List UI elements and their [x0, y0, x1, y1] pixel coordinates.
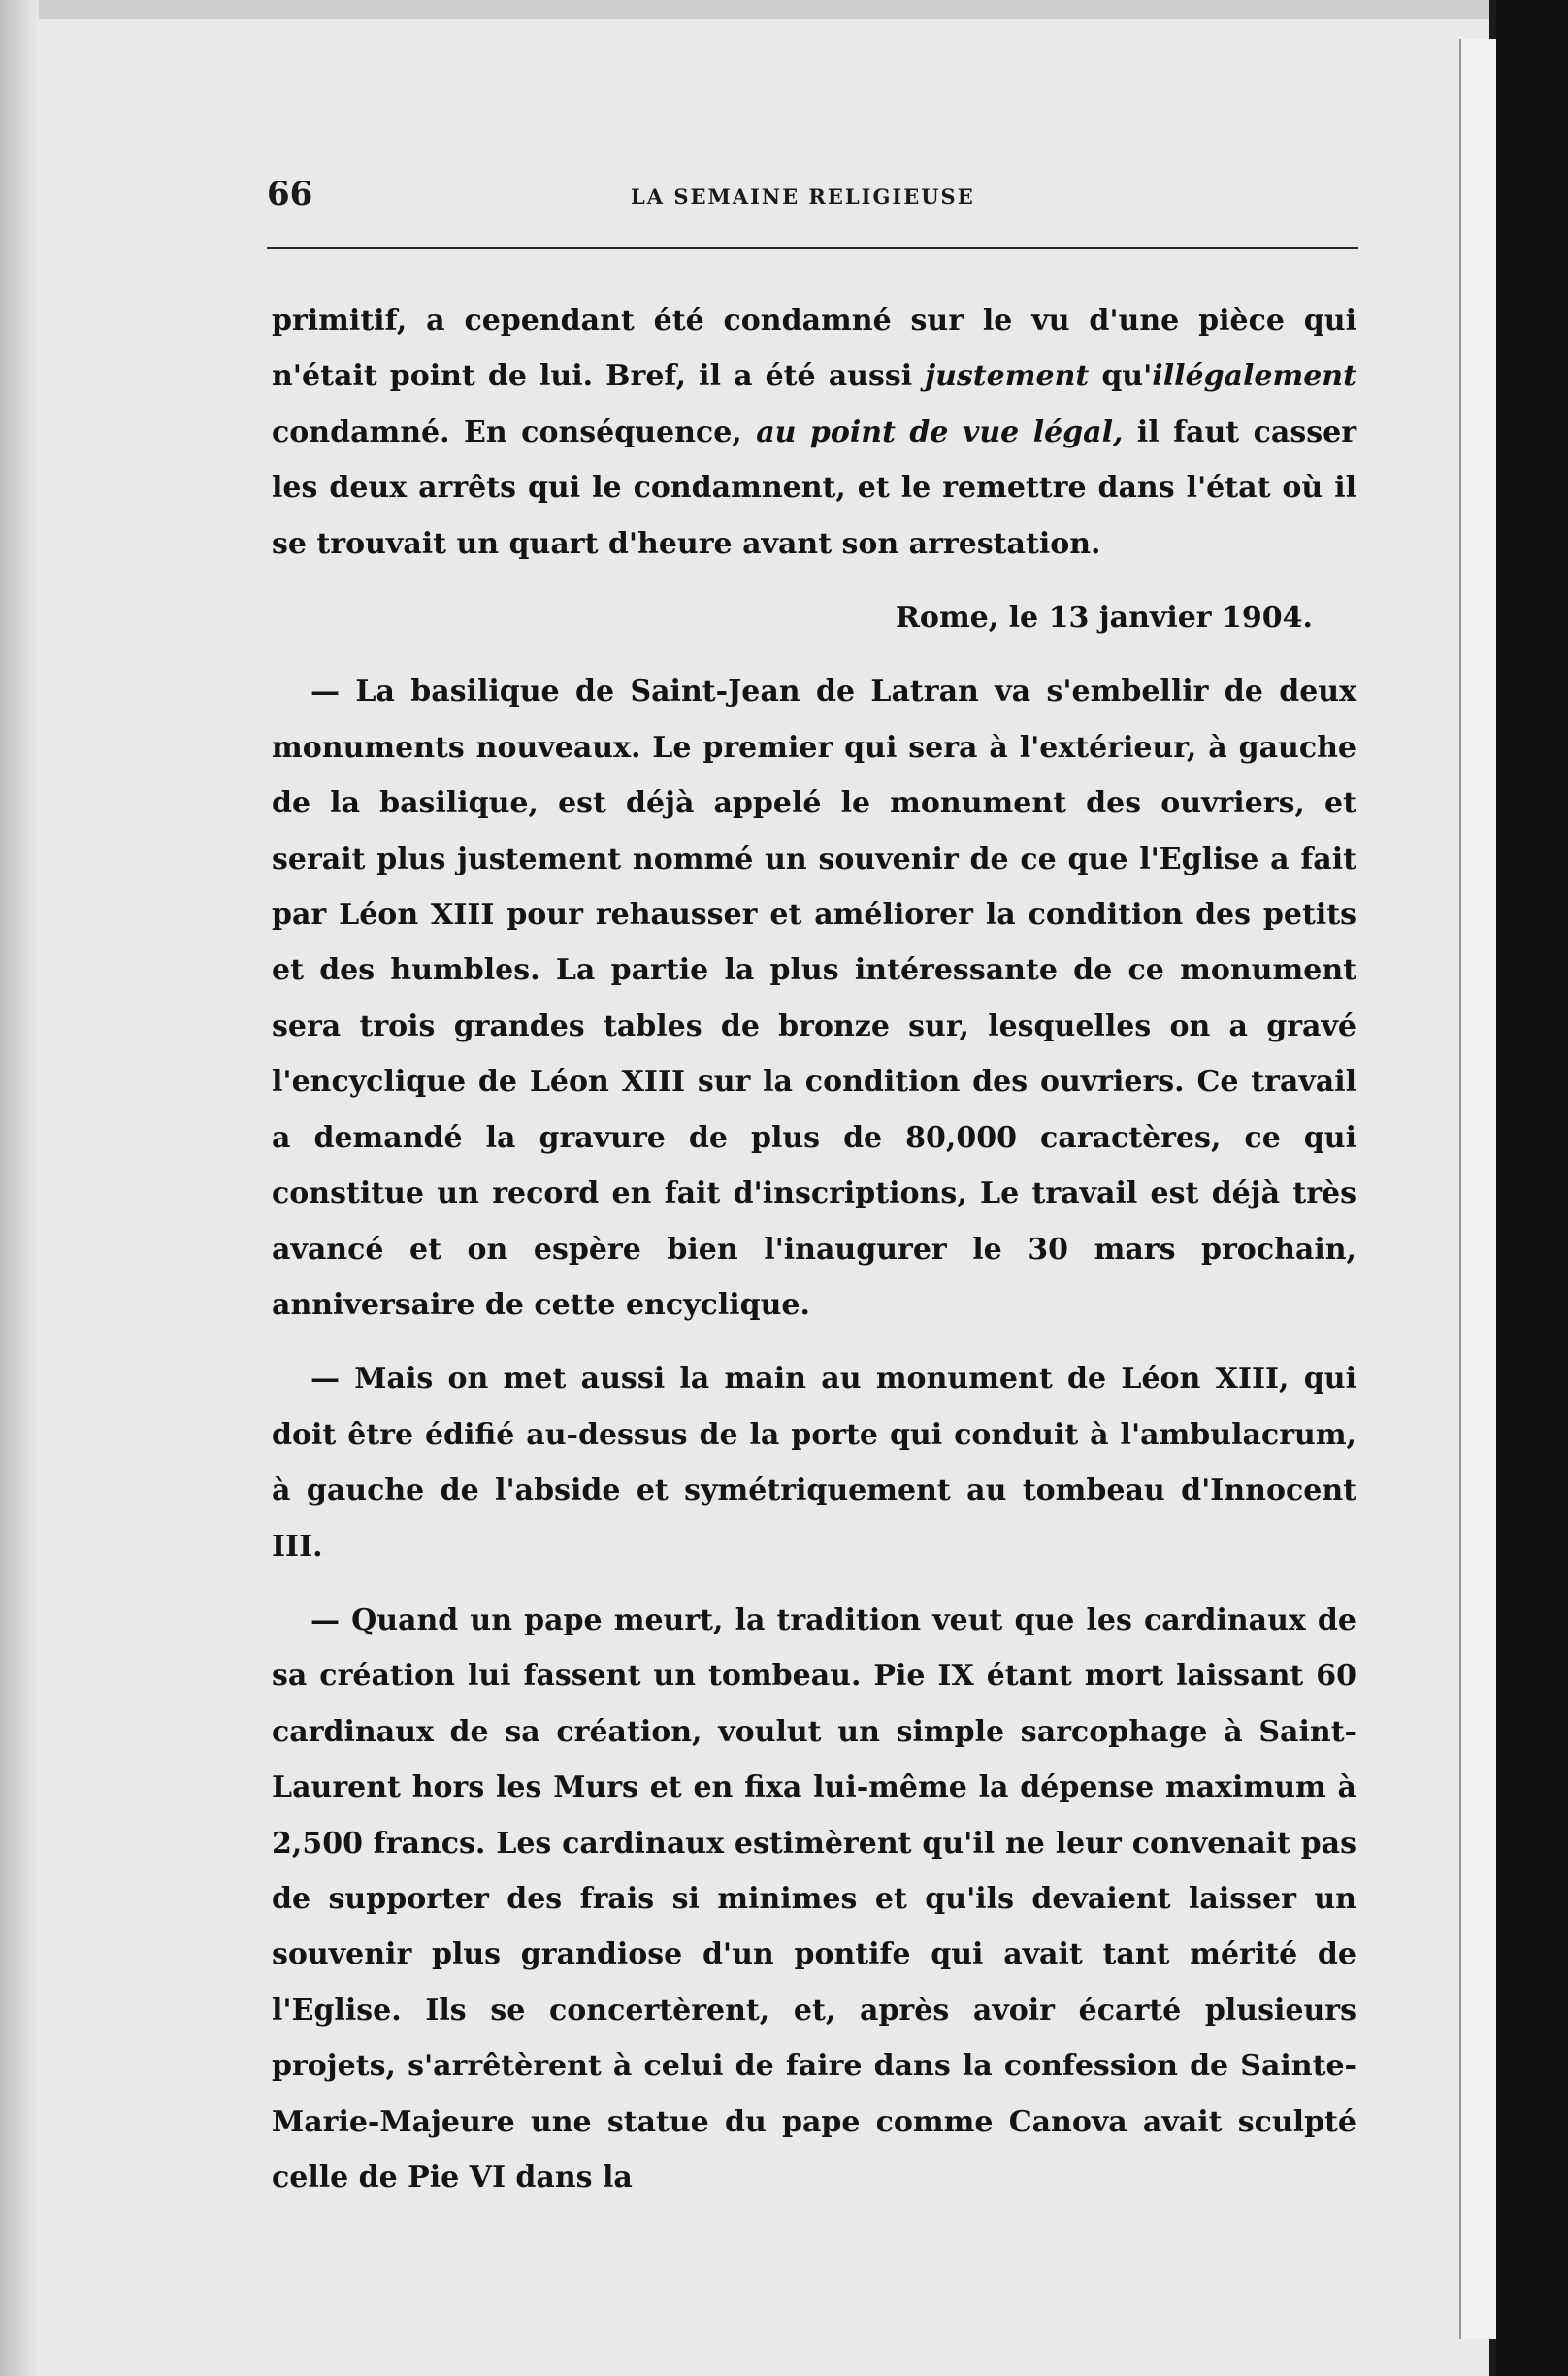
running-title: LA SEMAINE RELIGIEUSE	[631, 184, 975, 209]
paragraph-2: — La basilique de Saint-Jean de Latran va s'embellir de deux monuments nouveaux. Le premier qui sera à l'extérieur, à gauche de la basilique, est déjà appelé le monument des ouvriers, et serait plus justement nommé un souvenir de ce que l'Eglise a fait par Léon XIII pour rehausser et améliorer la condition des petits et des humbles. La partie la plus intéressante de ce monument sera trois grandes tables de bronze sur, lesquelles on a gravé l'encyclique de Léon XIII sur la condition des ouvriers. Ce travail a demandé la gravure de plus de 80,000 caractères, ce qui constitue un record en fait d'inscriptions, Le travail est déjà très avancé et on espère bien l'inaugurer le 30 mars prochain, anniversaire de cette encyclique.	[272, 675, 1356, 1322]
paragraph-1: primitif, a cependant été condamné sur le vu d'une pièce qui n'était point de lui. Bref, il a été aussi justement qu'illégalement condamné. En conséquence, au point de vue légal, il faut casser les deux arrêts qui le condamnent, et le remettre dans l'état où il se trouvait un quart d'heure avant son arrestation.	[272, 304, 1357, 561]
italic-justement: justement	[925, 359, 1090, 394]
scan-top-edge	[0, 0, 1489, 19]
paragraph-3: — Mais on met aussi la main au monument de Léon XIII, qui doit être édifié au-dessus de la porte qui conduit à l'ambulacrum, à gauche de l'abside et symétriquement au tombeau d'Innocent III.	[272, 1362, 1356, 1564]
page-header	[267, 175, 1358, 223]
italic-point-de-vue: au point de vue légal,	[756, 414, 1124, 449]
header-rule	[267, 247, 1358, 249]
scan-dark-margin	[1496, 0, 1568, 2376]
paragraph-4: — Quand un pape meurt, la tradition veut que les cardinaux de sa création lui fassent un tombeau. Pie IX étant mort laissant 60 cardinaux de sa création, voulut un simple sarcophage à Saint-Laurent hors les Murs et en fixa lui-même la dépense maximum à 2,500 francs. Les cardinaux estimèrent qu'il ne leur convenait pas de supporter des frais si minimes et qu'ils devaient laisser un souvenir plus grandiose d'un pontife qui avait tant mérité de l'Eglise. Ils se concertèrent, et, après avoir écarté plusieurs projets, s'arrêtèrent à celui de faire dans la confession de Sainte-Marie-Majeure une statue du pape comme Canova avait sculpté celle de Pie VI dans la	[272, 1602, 1356, 2194]
body-text	[272, 293, 1356, 2205]
page-number: 66	[267, 175, 313, 214]
scan-left-shadow	[0, 0, 39, 2376]
italic-illegalement: illégalement	[1152, 359, 1356, 394]
page-edge-strip	[1459, 39, 1498, 2339]
dateline: Rome, le 13 janvier 1904.	[896, 601, 1313, 636]
